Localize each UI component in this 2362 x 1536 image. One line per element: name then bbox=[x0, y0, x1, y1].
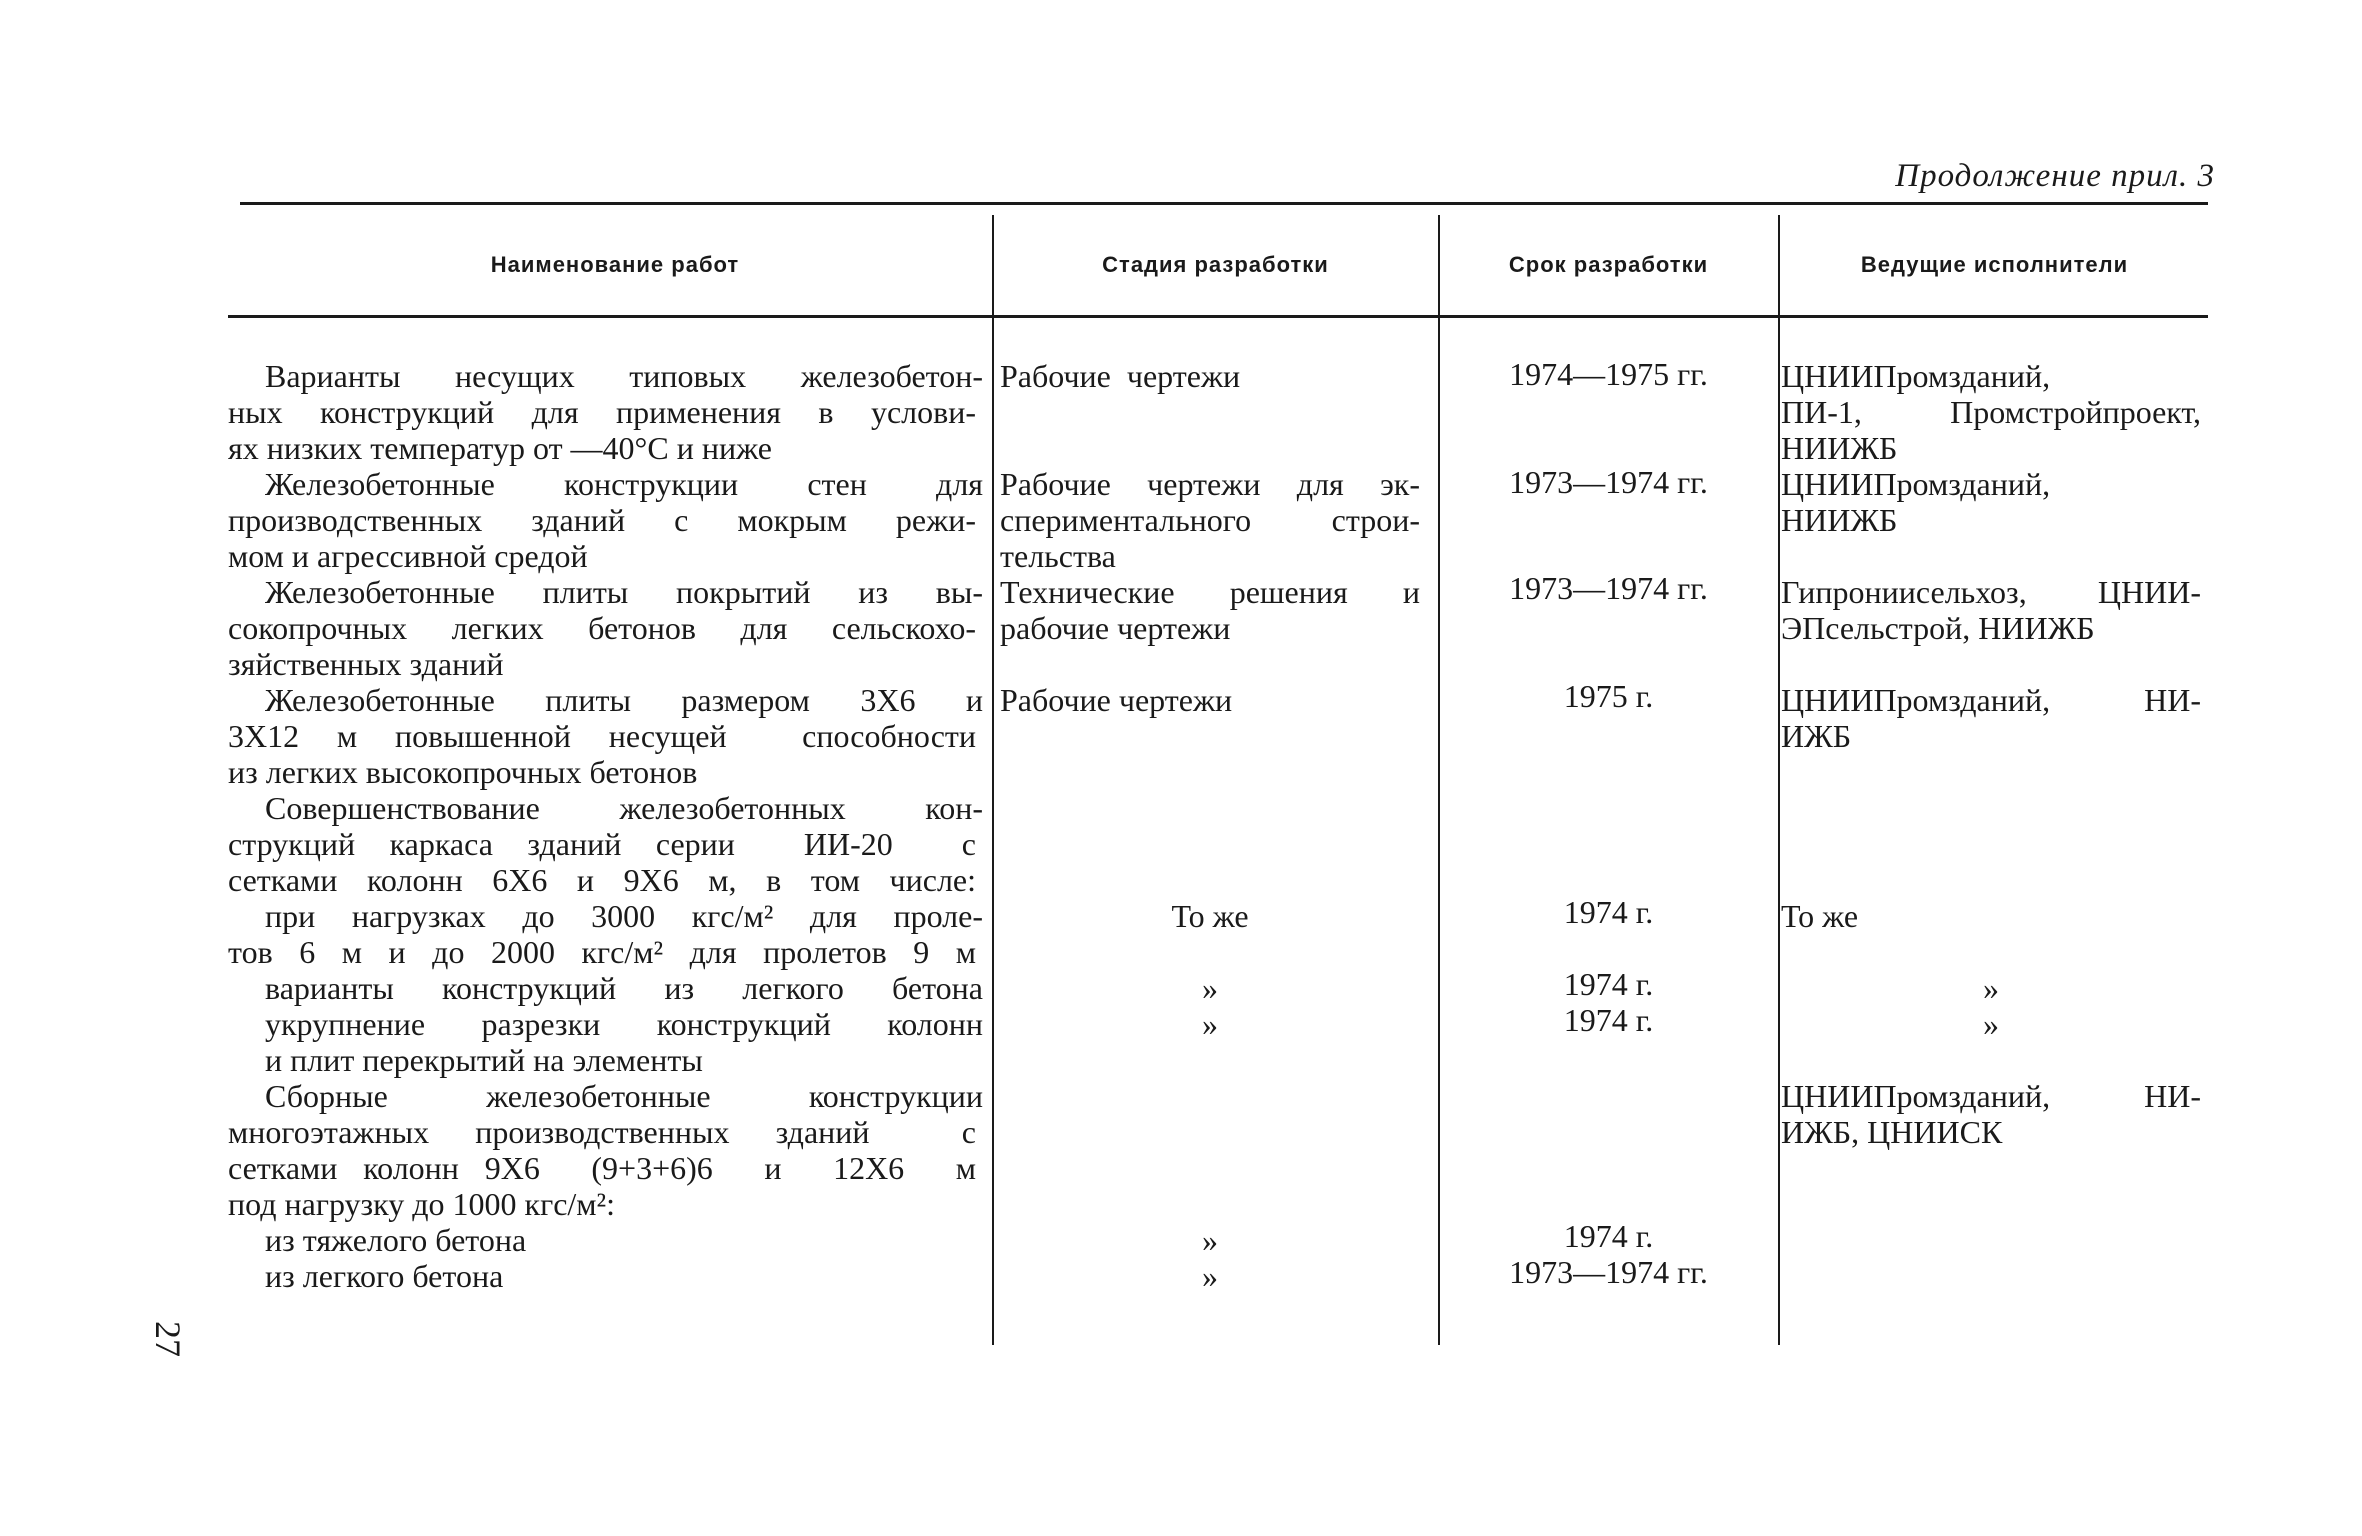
row-9-executors-line: ЦНИИПромзданий, НИ- bbox=[1781, 1078, 2201, 1114]
row-9-executors-line: ИЖБ, ЦНИИСК bbox=[1781, 1114, 2003, 1150]
row-7-term: 1974 г. bbox=[1563, 966, 1654, 1002]
row-6-stage: То же bbox=[1171, 898, 1249, 934]
row-4-term: 1975 г. bbox=[1563, 678, 1654, 714]
row-7-executors: » bbox=[1983, 970, 1999, 1006]
row-9-name-line: Сборные железобетонные конструкции bbox=[265, 1078, 983, 1114]
row-4-executors-line: ИЖБ bbox=[1781, 718, 1852, 754]
row-11-term: 1973—1974 гг. bbox=[1509, 1254, 1708, 1290]
row-8-executors: » bbox=[1983, 1006, 1999, 1042]
row-7-name-line: варианты конструкций из легкого бетона bbox=[265, 970, 983, 1006]
row-3-stage-line: рабочие чертежи bbox=[1000, 610, 1231, 646]
row-11-stage: » bbox=[1202, 1258, 1218, 1294]
row-2-stage-line: Рабочие чертежи для эк- bbox=[1000, 466, 1420, 502]
row-9-name-line: многоэтажных производственных зданий с bbox=[228, 1114, 976, 1150]
row-8-term: 1974 г. bbox=[1563, 1002, 1654, 1038]
row-1-executors-line: ЦНИИПромзданий, bbox=[1781, 358, 2051, 394]
row-11-name-line: из легкого бетона bbox=[265, 1258, 504, 1294]
column-header-term: Срок разработки bbox=[1508, 252, 1709, 277]
row-3-name-line: Железобетонные плиты покрытий из вы- bbox=[265, 574, 983, 610]
column-header-stage: Стадия разработки bbox=[1102, 252, 1329, 277]
row-2-name-line: Железобетонные конструкции стен для bbox=[265, 466, 983, 502]
row-6-name-line: при нагрузках до 3000 кгс/м² для проле- bbox=[265, 898, 983, 934]
row-1-name-line: ях низких температур от —40°С и ниже bbox=[228, 430, 772, 466]
row-2-executors-line: ЦНИИПромзданий, bbox=[1781, 466, 2051, 502]
row-2-name-line: мом и агрессивной средой bbox=[228, 538, 588, 574]
row-2-executors-line: НИИЖБ bbox=[1781, 502, 1898, 538]
row-6-term: 1974 г. bbox=[1563, 894, 1654, 930]
column-header-executors: Ведущие исполнители bbox=[1860, 252, 2129, 277]
row-6-name-line: тов 6 м и до 2000 кгс/м² для пролетов 9 м bbox=[228, 934, 976, 970]
row-5-name-line: струкций каркаса зданий серии ИИ-20 с bbox=[228, 826, 976, 862]
row-9-name-line: под нагрузку до 1000 кгс/м²: bbox=[228, 1186, 616, 1222]
row-4-name-line: Железобетонные плиты размером 3Х6 и bbox=[265, 682, 983, 718]
row-1-executors-line: НИИЖБ bbox=[1781, 430, 1898, 466]
page-number: 27 bbox=[148, 1321, 188, 1357]
column-divider bbox=[1778, 215, 1780, 1345]
row-2-name-line: производственных зданий с мокрым режи- bbox=[228, 502, 976, 538]
row-2-stage-line: спериментального строи- bbox=[1000, 502, 1420, 538]
row-8-name-line: и плит перекрытий на элементы bbox=[265, 1042, 703, 1078]
row-3-term: 1973—1974 гг. bbox=[1509, 570, 1708, 606]
row-3-name-line: сокопрочных легких бетонов для сельскохо- bbox=[228, 610, 976, 646]
row-6-executors: То же bbox=[1781, 898, 1859, 934]
row-1-executors-line: ПИ-1, Промстройпроект, bbox=[1781, 394, 2201, 430]
table-header-rule bbox=[228, 315, 2208, 318]
table-top-rule bbox=[240, 202, 2208, 205]
row-4-name-line: из легких высокопрочных бетонов bbox=[228, 754, 698, 790]
continuation-label: Продолжение прил. 3 bbox=[1895, 158, 2215, 194]
row-3-executors-line: Гипрониисельхоз, ЦНИИ- bbox=[1781, 574, 2201, 610]
row-10-term: 1974 г. bbox=[1563, 1218, 1654, 1254]
row-8-name-line: укрупнение разрезки конструкций колонн bbox=[265, 1006, 983, 1042]
row-2-term: 1973—1974 гг. bbox=[1509, 464, 1708, 500]
column-header-name: Наименование работ bbox=[490, 252, 740, 277]
row-1-stage: Рабочие чертежи bbox=[1000, 358, 1241, 394]
row-10-stage: » bbox=[1202, 1222, 1218, 1258]
row-5-name-line: сетками колонн 6Х6 и 9Х6 м, в том числе: bbox=[228, 862, 976, 898]
column-divider bbox=[1438, 215, 1440, 1345]
row-1-name-line: ных конструкций для применения в услови- bbox=[228, 394, 976, 430]
row-4-name-line: 3Х12 м повышенной несущей способности bbox=[228, 718, 976, 754]
row-5-name-line: Совершенствование железобетонных кон- bbox=[265, 790, 983, 826]
row-1-term: 1974—1975 гг. bbox=[1509, 356, 1708, 392]
row-3-stage-line: Технические решения и bbox=[1000, 574, 1420, 610]
row-2-stage-line: тельства bbox=[1000, 538, 1116, 574]
row-4-stage: Рабочие чертежи bbox=[1000, 682, 1233, 718]
row-8-stage: » bbox=[1202, 1006, 1218, 1042]
row-3-name-line: зяйственных зданий bbox=[228, 646, 504, 682]
row-4-executors-line: ЦНИИПромзданий, НИ- bbox=[1781, 682, 2201, 718]
row-1-name-line: Варианты несущих типовых железобетон- bbox=[265, 358, 983, 394]
row-10-name-line: из тяжелого бетона bbox=[265, 1222, 527, 1258]
row-9-name-line: сетками колонн 9Х6 (9+3+6)6 и 12Х6 м bbox=[228, 1150, 976, 1186]
column-divider bbox=[992, 215, 994, 1345]
row-7-stage: » bbox=[1202, 970, 1218, 1006]
row-3-executors-line: ЭПсельстрой, НИИЖБ bbox=[1781, 610, 2095, 646]
